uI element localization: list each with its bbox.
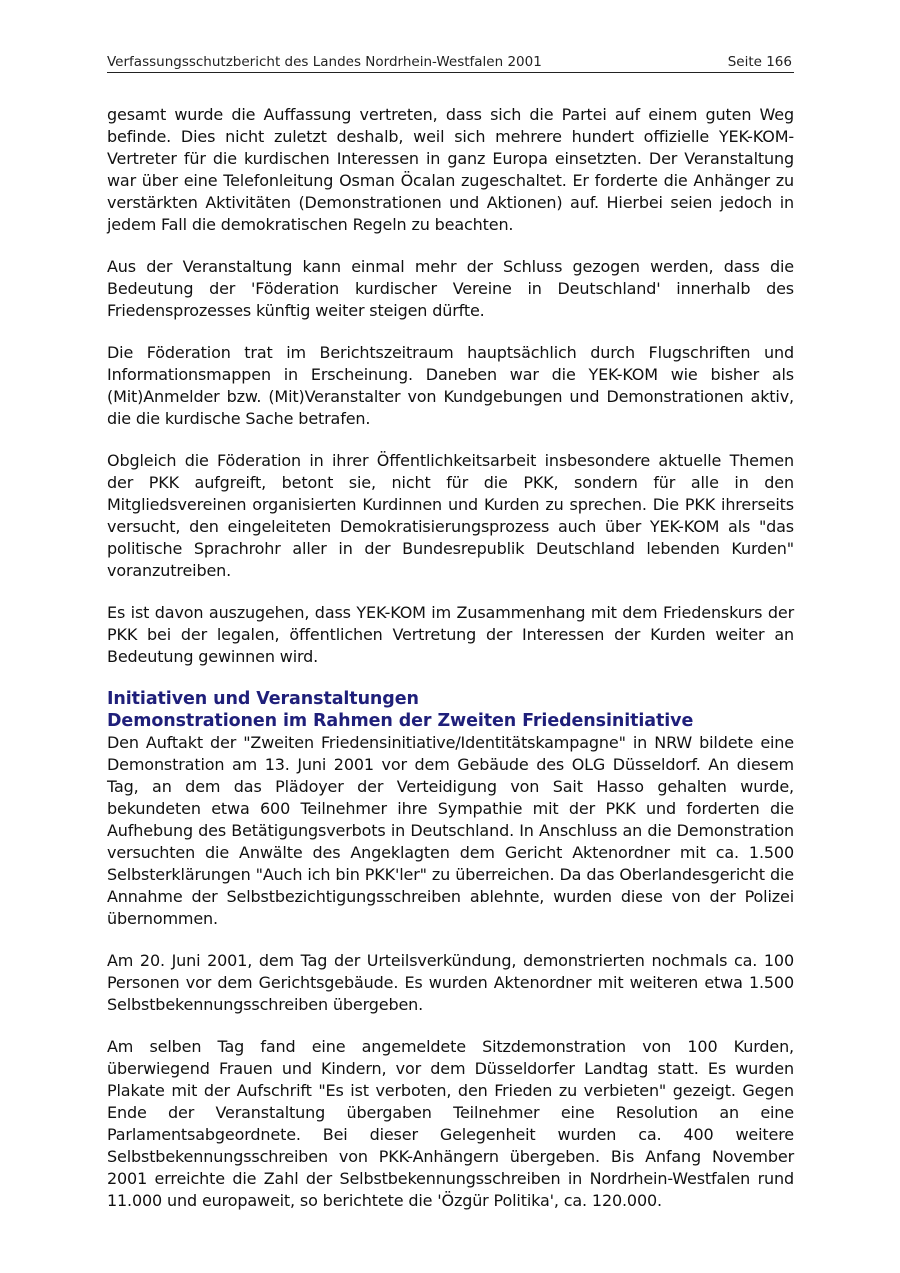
paragraph: Es ist davon auszugehen, dass YEK-KOM im Zusammenhang mit dem Friedenskurs der PKK bei der legalen, öffentlichen Vertretung der Interessen der Kurden weiter an Bedeutung gewinnen wird.	[107, 603, 794, 666]
document-body	[107, 104, 794, 1232]
header-title: Verfassungsschutzbericht des Landes Nordrhein-Westfalen 2001	[107, 54, 542, 70]
paragraph: Am selben Tag fand eine angemeldete Sitzdemonstration von 100 Kurden, überwiegend Frauen und Kindern, vor dem Düsseldorfer Landtag statt. Es wurden Plakate mit der Aufschrift "Es ist verboten, den Frieden zu verbieten" gezeigt. Gegen Ende der Veranstaltung übergaben Teilnehmer eine Resolution an eine Parlamentsabgeordnete. Bei dieser Gelegenheit wurden ca. 400 weitere Selbstbekennungsschreiben von PKK-Anhängern übergeben. Bis Anfang November 2001 erreichte die Zahl der Selbstbekennungsschreiben in Nordrhein-Westfalen rund 11.000 und europaweit, so berichtete die 'Özgür Politika', ca. 120.000.	[107, 1037, 794, 1210]
section-headings	[107, 688, 794, 732]
subsection-heading: Demonstrationen im Rahmen der Zweiten Friedensinitiative	[107, 711, 694, 731]
paragraph: Am 20. Juni 2001, dem Tag der Urteilsverkündung, demonstrierten nochmals ca. 100 Personen vor dem Gerichtsgebäude. Es wurden Aktenordner mit weiteren etwa 1.500 Selbstbekennungsschreiben übergeben.	[107, 951, 794, 1014]
paragraph: Aus der Veranstaltung kann einmal mehr der Schluss gezogen werden, dass die Bedeutung der 'Föderation kurdischer Vereine in Deutschland' innerhalb des Friedensprozesses künftig weiter steigen dürfte.	[107, 257, 794, 320]
page-number: Seite 166	[727, 54, 792, 70]
page-header	[107, 52, 794, 73]
paragraph: gesamt wurde die Auffassung vertreten, dass sich die Partei auf einem guten Weg befinde. Dies nicht zuletzt deshalb, weil sich mehrere hundert offizielle YEK-KOM-Vertreter für die kurdischen Interessen in ganz Europa einsetzten. Der Veranstaltung war über eine Telefonleitung Osman Öcalan zugeschaltet. Er forderte die Anhänger zu verstärkten Aktivitäten (Demonstrationen und Aktionen) auf. Hierbei seien jedoch in jedem Fall die demokratischen Regeln zu beachten.	[107, 105, 794, 234]
paragraph: Den Auftakt der "Zweiten Friedensinitiative/Identitätskampagne" in NRW bildete eine Demonstration am 13. Juni 2001 vor dem Gebäude des OLG Düsseldorf. An diesem Tag, an dem das Plädoyer der Verteidigung von Sait Hasso gehalten wurde, bekundeten etwa 600 Teilnehmer ihre Sympathie mit der PKK und forderten die Aufhebung des Betätigungsverbots in Deutschland. In Anschluss an die Demonstration versuchten die Anwälte des Angeklagten dem Gericht Aktenordner mit ca. 1.500 Selbsterklärungen "Auch ich bin PKK'ler" zu überreichen. Da das Oberlandesgericht die Annahme der Selbstbezichtigungsschreiben ablehnte, wurden diese von der Polizei übernommen.	[107, 733, 794, 928]
paragraph: Obgleich die Föderation in ihrer Öffentlichkeitsarbeit insbesondere aktuelle Themen der PKK aufgreift, betont sie, nicht für die PKK, sondern für alle in den Mitgliedsvereinen organisierten Kurdinnen und Kurden zu sprechen. Die PKK ihrerseits versucht, den eingeleiteten Demokratisierungsprozess auch über YEK-KOM als "das politische Sprachrohr aller in der Bundesrepublik Deutschland lebenden Kurden" voranzutreiben.	[107, 451, 794, 580]
section-heading: Initiativen und Veranstaltungen	[107, 689, 419, 709]
paragraph: Die Föderation trat im Berichtszeitraum hauptsächlich durch Flugschriften und Informationsmappen in Erscheinung. Daneben war die YEK-KOM wie bisher als (Mit)Anmelder bzw. (Mit)Veranstalter von Kundgebungen und Demonstrationen aktiv, die die kurdische Sache betrafen.	[107, 343, 794, 428]
